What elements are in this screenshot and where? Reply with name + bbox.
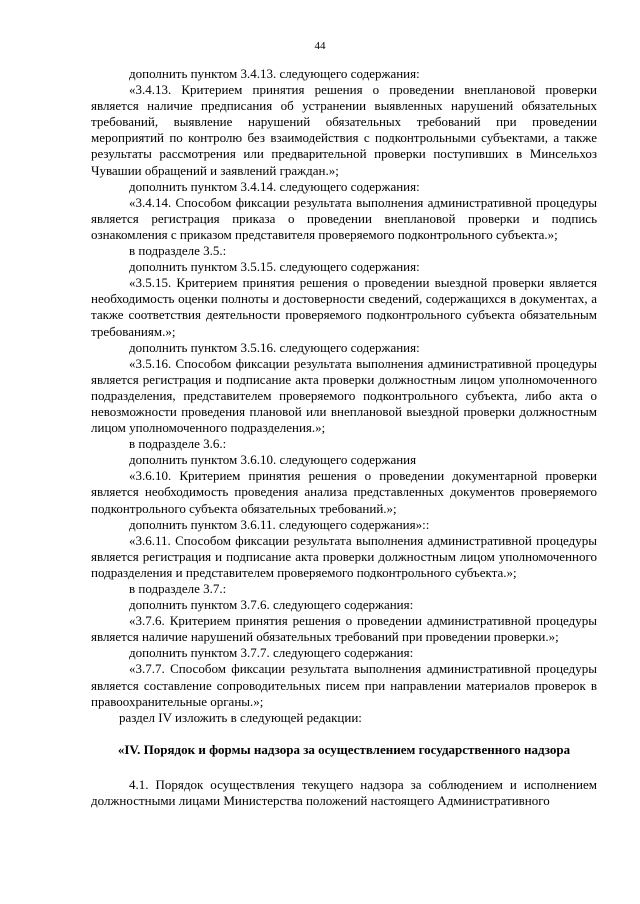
paragraph: «3.6.11. Способом фиксации результата выполнения административной процедуры является регистрация и подписание акта проверки должностным лицом уполномоченного подразделения и представителем проверяемого подконтрольного субъекта.»; — [91, 532, 597, 580]
paragraph: дополнить пунктом 3.7.7. следующего содержания: — [129, 645, 414, 661]
paragraph: дополнить пунктом 3.4.14. следующего содержания: — [129, 178, 420, 194]
paragraph: в подразделе 3.5.: — [129, 243, 227, 259]
paragraph: в подразделе 3.6.: — [129, 436, 227, 452]
paragraph: «3.5.16. Способом фиксации результата выполнения административной процедуры является регистрация и подписание акта проверки должностным лицом уполномоченного подразделения, представителем проверяемого подконтрольного субъекта, либо акта о невозможности проведения плановой или внеплановой выездной проверки должностным лицом уполномоченного подразделения.»; — [91, 355, 597, 436]
paragraph: «3.7.7. Способом фиксации результата выполнения административной процедуры является составление сопроводительных писем при направлении материалов проверок в правоохранительные органы.»; — [91, 661, 597, 709]
paragraph: раздел IV изложить в следующей редакции: — [119, 709, 362, 725]
paragraph: «3.5.15. Критерием принятия решения о проведении выездной проверки является необходимость оценки полноты и достоверности сведений, содержащихся в документах, а также соответствия деятельности проверяемого подконтрольного субъекта обязательным требованиям.»; — [91, 275, 597, 339]
paragraph: дополнить пунктом 3.5.16. следующего содержания: — [129, 339, 420, 355]
page-number: 44 — [314, 40, 326, 52]
paragraph: дополнить пунктом 3.5.15. следующего содержания: — [129, 259, 420, 275]
paragraph: дополнить пунктом 3.7.6. следующего содержания: — [129, 597, 414, 613]
paragraph: дополнить пунктом 3.6.11. следующего содержания»:: — [129, 516, 430, 532]
document-body — [91, 66, 597, 809]
paragraph: дополнить пунктом 3.6.10. следующего содержания — [129, 452, 417, 468]
paragraph: «3.4.14. Способом фиксации результата выполнения административной процедуры является регистрация приказа о проведении внеплановой проверки и подпись ознакомления с приказом представителя проверяемого подконтрольного субъекта.»; — [91, 194, 597, 242]
closing-paragraph: 4.1. Порядок осуществления текущего надзора за соблюдением и исполнением должностными лицами Министерства положений настоящего Административного — [91, 776, 597, 808]
section-heading: «IV. Порядок и формы надзора за осуществлением государственного надзора — [117, 741, 571, 757]
paragraph: дополнить пунктом 3.4.13. следующего содержания: — [129, 66, 420, 81]
paragraph: «3.7.6. Критерием принятия решения о проведении административной процедуры является наличие нарушений обязательных требований при проведении проверки.»; — [91, 613, 597, 645]
paragraph: в подразделе 3.7.: — [129, 581, 227, 596]
paragraph: «3.4.13. Критерием принятия решения о проведении внеплановой проверки является наличие предписания об устранении выявленных нарушений обязательных требований, выявление нарушений обязательных требований при проведении мероприятий по контролю без взаимодействия с подконтрольными субъектами, а также результаты рассмотрения или предварительной проверки поступивших в Минсельхоз Чувашии обращений и заявлений граждан.»; — [91, 82, 597, 178]
paragraph: «3.6.10. Критерием принятия решения о проведении документарной проверки является необходимость проведения анализа представленных документов проверяемого подконтрольного субъекта обязательных требований.»; — [91, 468, 597, 516]
